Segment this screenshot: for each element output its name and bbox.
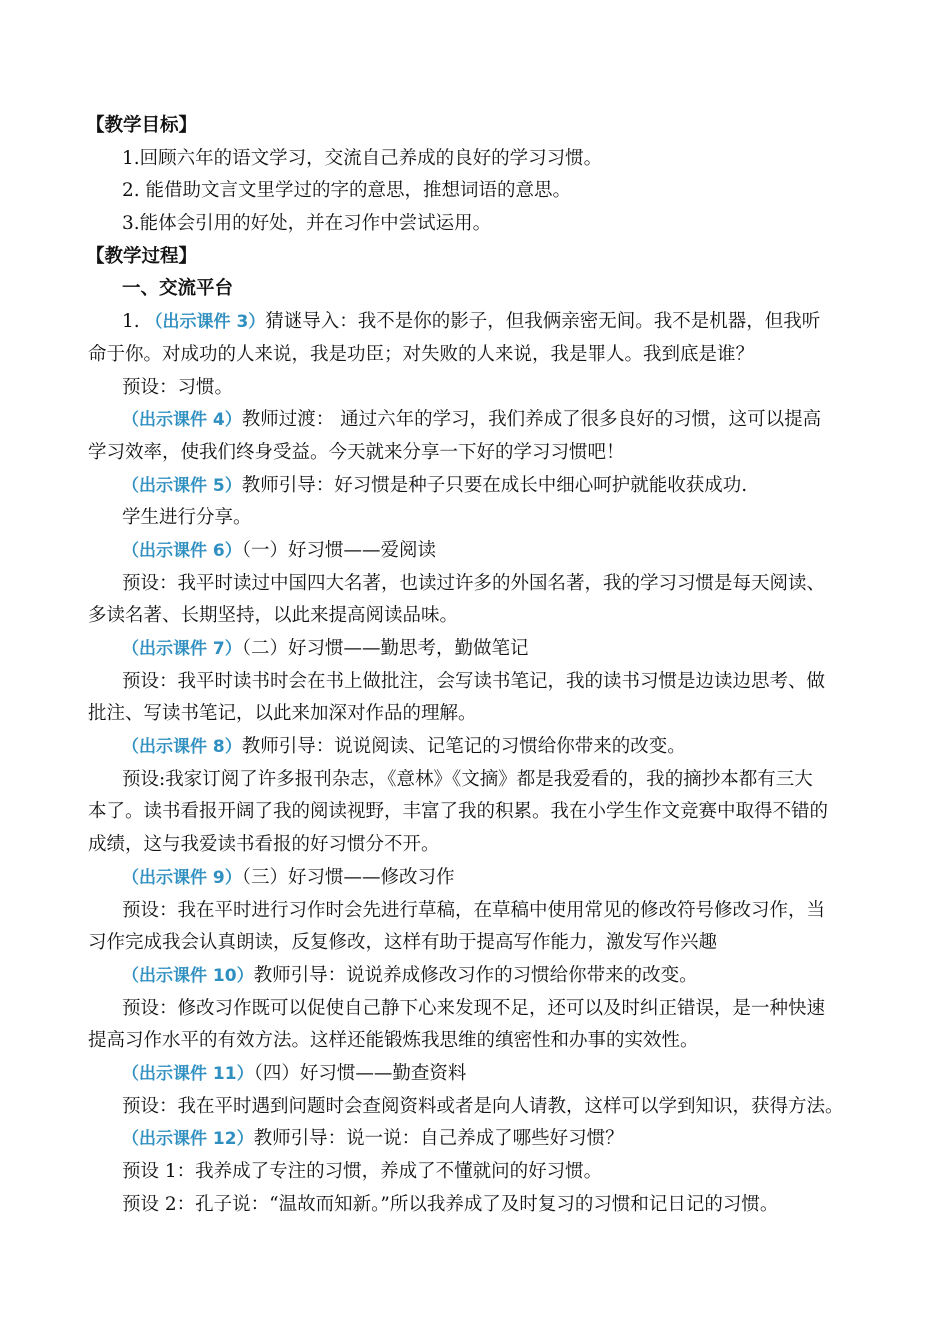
paragraph-text: 教师引导：说说养成修改习作的习惯给你带来的改变。	[253, 964, 698, 986]
paragraph-preset-reading-cont: 多读名著、长期坚持，以此来提高阅读品味。	[88, 605, 459, 627]
courseware-ref: （出示课件 8）	[122, 737, 242, 758]
paragraph-preset-2: 预设 2：孔子说：“温故而知新。”所以我养成了及时复习的习惯和记日记的习惯。	[122, 1193, 779, 1215]
paragraph-preset-revise-benefit: 预设：修改习作既可以促使自己静下心来发现不足，还可以及时纠正错误，是一种快速	[122, 997, 826, 1019]
paragraph-habit-research	[0, 1058, 950, 1091]
paragraph-habit-notes	[0, 633, 950, 666]
courseware-ref: （出示课件 11）	[122, 1063, 254, 1084]
paragraph-text: （二）好习惯——勤思考，勤做笔记	[241, 638, 529, 659]
paragraph-transition-cont: 学习效率，使我们终身受益。今天就来分享一下好的学习习惯吧！	[88, 441, 625, 463]
paragraph-guide-revise	[0, 960, 950, 993]
paragraph-guide-seed	[0, 470, 950, 503]
courseware-ref: （出示课件 6）	[122, 540, 242, 561]
courseware-ref: （出示课件 4）	[122, 410, 242, 431]
paragraph-riddle	[0, 306, 950, 339]
paragraph-preset-1: 预设 1：我养成了专注的习惯，养成了不懂就问的好习惯。	[122, 1161, 603, 1182]
paragraph-text: （三）好习惯——修改习作	[241, 866, 455, 888]
item-number: 1.	[122, 311, 146, 333]
paragraph-preset-magazines-cont-1: 本了。读书看报开阔了我的阅读视野，丰富了我的积累。我在小学生作文竞赛中取得不错的	[88, 801, 829, 823]
paragraph-habit-reading	[0, 535, 950, 568]
document-page	[0, 110, 950, 1221]
paragraph-text: 教师引导：好习惯是种子只要在成长中细心呵护就能收获成功.	[241, 474, 748, 496]
paragraph-preset-reading: 预设：我平时读过中国四大名著，也读过许多的外国名著，我的学习习惯是每天阅读、	[122, 572, 826, 594]
process-heading: 【教学过程】	[86, 245, 198, 267]
courseware-ref: （出示课件 9）	[122, 867, 242, 888]
paragraph-preset-notes: 预设：我平时读书时会在书上做批注，会写读书笔记，我的读书习惯是边读边思考、做	[122, 670, 826, 692]
paragraph-preset-habit: 预设：习惯。	[122, 376, 234, 398]
paragraph-text: （一）好习惯——爱阅读	[241, 539, 437, 561]
paragraph-preset-revise-benefit-cont: 提高习作水平的有效方法。这样还能锻炼我思维的缜密性和办事的实效性。	[88, 1030, 699, 1052]
paragraph-preset-notes-cont: 批注、写读书笔记，以此来加深对作品的理解。	[88, 703, 477, 725]
paragraph-riddle-cont: 命于你。对成功的人来说，我是功臣；对失败的人来说，我是罪人。我到底是谁？	[88, 343, 755, 365]
paragraph-preset-research: 预设：我在平时遇到问题时会查阅资料或者是向人请教，这样可以学到知识，获得方法。	[122, 1095, 844, 1117]
paragraph-text: 教师过渡： 通过六年的学习，我们养成了很多良好的习惯，这可以提高	[241, 409, 822, 431]
paragraph-text: 教师引导：说说阅读、记笔记的习惯给你带来的改变。	[241, 736, 686, 758]
paragraph-text: （四）好习惯——勤查资料	[253, 1062, 467, 1084]
paragraph-preset-magazines-cont-2: 成绩，这与我爱读书看报的好习惯分不开。	[88, 834, 440, 856]
courseware-ref: （出示课件 5）	[122, 475, 242, 496]
courseware-ref: （出示课件 7）	[122, 639, 242, 659]
courseware-ref: （出示课件 10）	[122, 965, 254, 986]
paragraph-preset-magazines: 预设:我家订阅了许多报刊杂志，《意林》《文摘》都是我爱看的，我的摘抄本都有三大	[122, 768, 813, 790]
courseware-ref: （出示课件 3）	[145, 312, 266, 333]
goal-item-3: 3.能体会引用的好处，并在习作中尝试运用。	[122, 213, 492, 235]
goal-item-2: 2. 能借助文言文里学过的字的意思，推想词语的意思。	[122, 180, 572, 202]
courseware-ref: （出示课件 12）	[122, 1129, 254, 1150]
paragraph-guide-summary	[0, 1123, 950, 1156]
paragraph-text: 教师引导：说一说：自己养成了哪些好习惯？	[253, 1128, 624, 1150]
paragraph-guide-change	[0, 731, 950, 764]
paragraph-text: 猜谜导入：我不是你的影子，但我俩亲密无间。我不是机器，但我听	[265, 311, 821, 333]
paragraph-preset-revise-cont: 习作完成我会认真朗读，反复修改，这样有助于提高写作能力，激发写作兴趣	[88, 932, 718, 954]
section-title-exchange: 一、交流平台	[122, 278, 234, 300]
goals-heading: 【教学目标】	[86, 115, 198, 136]
paragraph-preset-revise: 预设：我在平时进行习作时会先进行草稿，在草稿中使用常见的修改符号修改习作，当	[122, 899, 826, 921]
paragraph-habit-revise	[0, 862, 950, 895]
goal-item-1: 1.回顾六年的语文学习，交流自己养成的良好的学习习惯。	[122, 147, 603, 169]
paragraph-transition	[0, 404, 950, 437]
paragraph-share: 学生进行分享。	[122, 507, 252, 529]
